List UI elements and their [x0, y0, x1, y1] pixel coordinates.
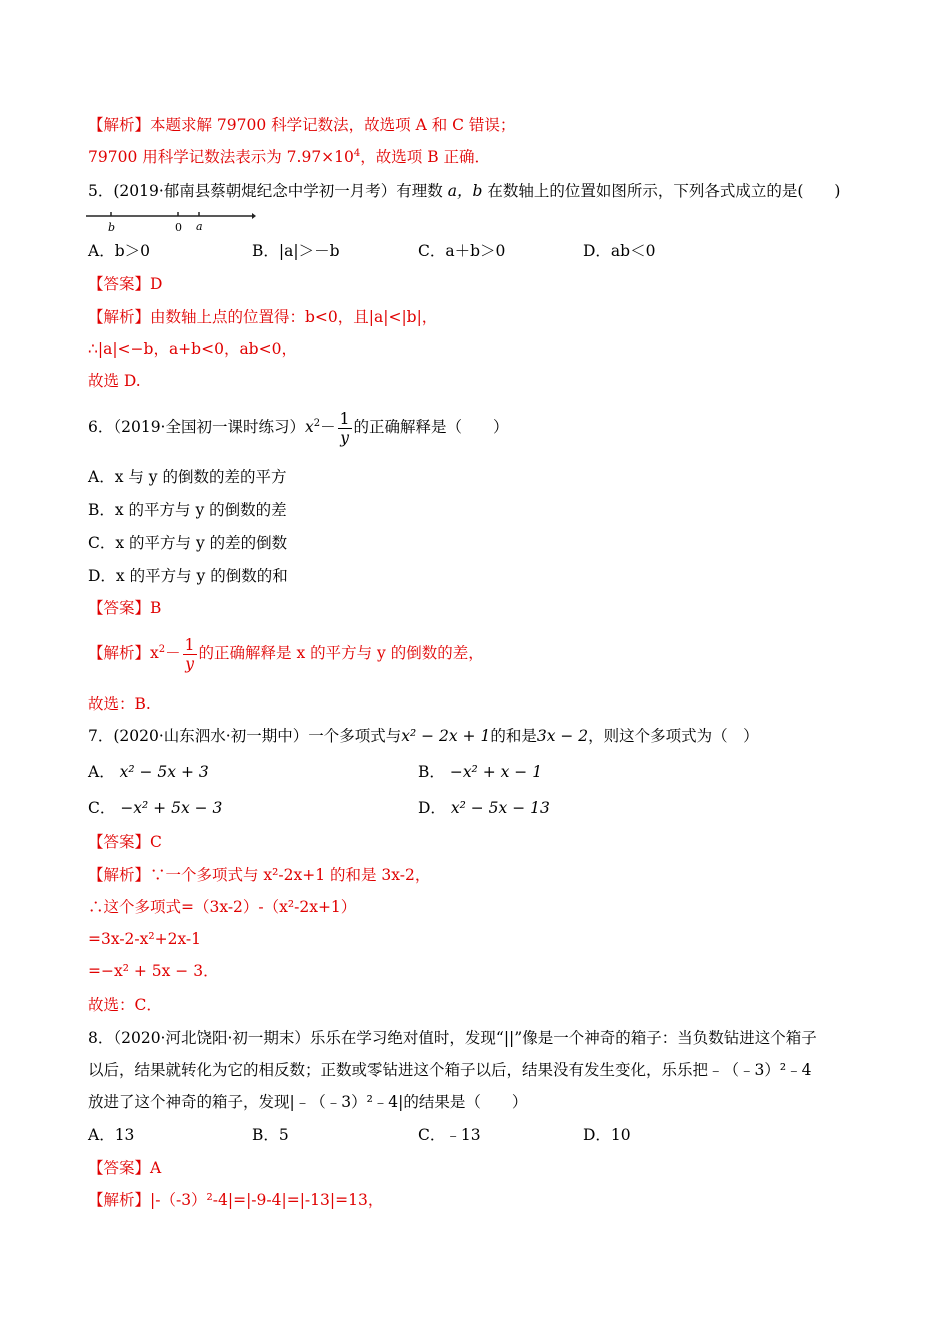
q8-answer: 【答案】A [88, 1159, 162, 1177]
q5-explanation-line1: 【解析】由数轴上点的位置得：b<0，且|a|<|b|， [88, 308, 438, 326]
q5-option-d: D．ab＜0 [583, 242, 656, 260]
axis-label-b: b [108, 221, 116, 234]
q8-option-c: C．﹣13 [418, 1126, 481, 1144]
q7-explanation-line4: =−x² + 5x − 3． [88, 962, 219, 980]
q6-option-c: C．x 的平方与 y 的差的倒数 [88, 534, 288, 552]
axis-label-0: 0 [175, 221, 182, 234]
q7-option-c: C． −x² + 5x − 3 [88, 799, 223, 817]
q5-answer: 【答案】D [88, 275, 163, 293]
q8-option-a: A．13 [88, 1126, 135, 1144]
q8-option-d: D．10 [583, 1126, 631, 1144]
question-5-stem: 5．(2019·郁南县蔡朝焜纪念中学初一月考）有理数 a，b 在数轴上的位置如图所示，下列各式成立的是( ) [88, 182, 841, 200]
q7-explanation-line5: 故选：C． [88, 996, 162, 1014]
question-8-line2: 以后，结果就转化为它的相反数；正数或零钻进这个箱子以后，结果没有发生变化，乐乐把﹣（﹣3）²﹣4 [88, 1061, 812, 1079]
q4-explanation-line1: 【解析】本题求解 79700 科学记数法，故选项 A 和 C 错误； [88, 116, 516, 134]
q6-explanation-line1: 【解析】$x^2-$ $\frac{1}{y}$ 的正确解释是 x 的平方与 y 的倒数的差， [88, 635, 484, 673]
q6-explanation-line2: 故选：B. [88, 695, 151, 713]
number-line-figure [86, 208, 256, 236]
q6-option-a: A．x 与 y 的倒数的差的平方 [88, 468, 287, 486]
q5-option-a: A．b＞0 [88, 242, 150, 260]
q7-explanation-line1: 【解析】∵一个多项式与 x²-2x+1 的和是 3x-2， [88, 866, 431, 884]
question-7-stem: 7．(2020·山东泗水·初一期中）一个多项式与x² − 2x + 1的和是3x − 2，则这个多项式为（ ） [88, 727, 759, 745]
q6-option-d: D．x 的平方与 y 的倒数的和 [88, 567, 288, 585]
axis-label-a: a [196, 220, 203, 233]
q7-explanation-line2: ∴这个多项式=（3x-2）-（x²-2x+1） [88, 898, 357, 916]
q6-option-b: B．x 的平方与 y 的倒数的差 [88, 501, 287, 519]
question-6-stem: 6．（2019·全国初一课时练习）$x^2-$ $\frac{1}{y}$ 的正确解释是（ ） [88, 409, 509, 447]
q5-explanation-line3: 故选 D. [88, 372, 141, 390]
q4-explanation-line2: 79700 用科学记数法表示为 $7.97\times 10^4$，故选项 B 正确． [88, 147, 491, 166]
q5-explanation-line2: ∴|a|<−b，a+b<0，ab<0， [88, 340, 297, 358]
question-8-line3: 放进了这个神奇的箱子，发现|﹣（﹣3）²﹣4|的结果是（ ） [88, 1093, 528, 1111]
q7-option-a: A． x² − 5x + 3 [88, 763, 209, 781]
q7-option-b: B． −x² + x − 1 [418, 763, 543, 781]
q7-answer: 【答案】C [88, 833, 162, 851]
q7-explanation-line3: =3x-2-x²+2x-1 [88, 930, 202, 948]
q7-option-d: D． x² − 5x − 13 [418, 799, 550, 817]
q8-option-b: B．5 [252, 1126, 289, 1144]
question-8-line1: 8．（2020·河北饶阳·初一期末）乐乐在学习绝对值时，发现“||”像是一个神奇的箱子：当负数钻进这个箱子 [88, 1029, 817, 1047]
q8-explanation-line1: 【解析】|-（-3）²-4|=|-9-4|=|-13|=13， [88, 1191, 384, 1209]
q5-option-c: C．a＋b＞0 [418, 242, 506, 260]
q6-answer: 【答案】B [88, 599, 162, 617]
q5-option-b: B．|a|＞－b [252, 242, 340, 260]
